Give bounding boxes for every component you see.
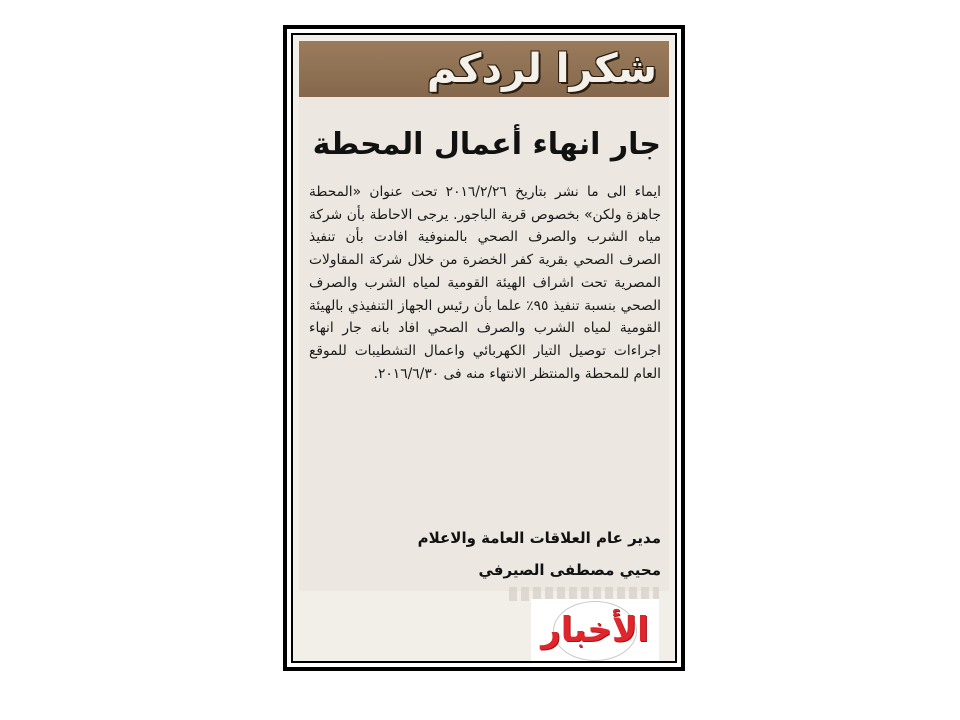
signature-name: محيي مصطفى الصيرفي [478,561,661,579]
article-headline: جار انهاء أعمال المحطة [312,127,661,162]
clipping-frame [283,25,685,671]
banner-title: شكرا لردكم [426,46,657,92]
article-body: ايماء الى ما نشر بتاريخ ٢٠١٦/٢/٢٦ تحت عنوان «المحطة جاهزة ولكن» بخصوص قرية الباجور. يرجى الاحاطة بأن شركة مياه الشرب والصرف الصحي بالمنوفية افادت بأن تنفيذ الصرف الصحي بقرية كفر الخضرة من خلال شركة المقاولات المصرية تحت اشراف الهيئة القومية لمياه الشرب والصرف الصحي بنسبة تنفيذ ٩٥٪ علما بأن رئيس الجهاز التنفيذي بالهيئة القومية لمياه الشرب والصرف الصحي افاد بانه جار انهاء اجراءات توصيل التيار الكهربائي واعمال التشطيبات للموقع العام للمحطة والمنتظر الانتهاء منه فى ٢٠١٦/٦/٣٠. [309,184,661,382]
signature-title: مدير عام العلاقات العامة والاعلام [417,529,661,547]
clipping-inner-border [291,33,677,663]
logo-text: الأخبار [541,610,649,650]
newspaper-logo [531,599,659,663]
section-banner [299,41,669,97]
newspaper-clipping [299,41,669,591]
